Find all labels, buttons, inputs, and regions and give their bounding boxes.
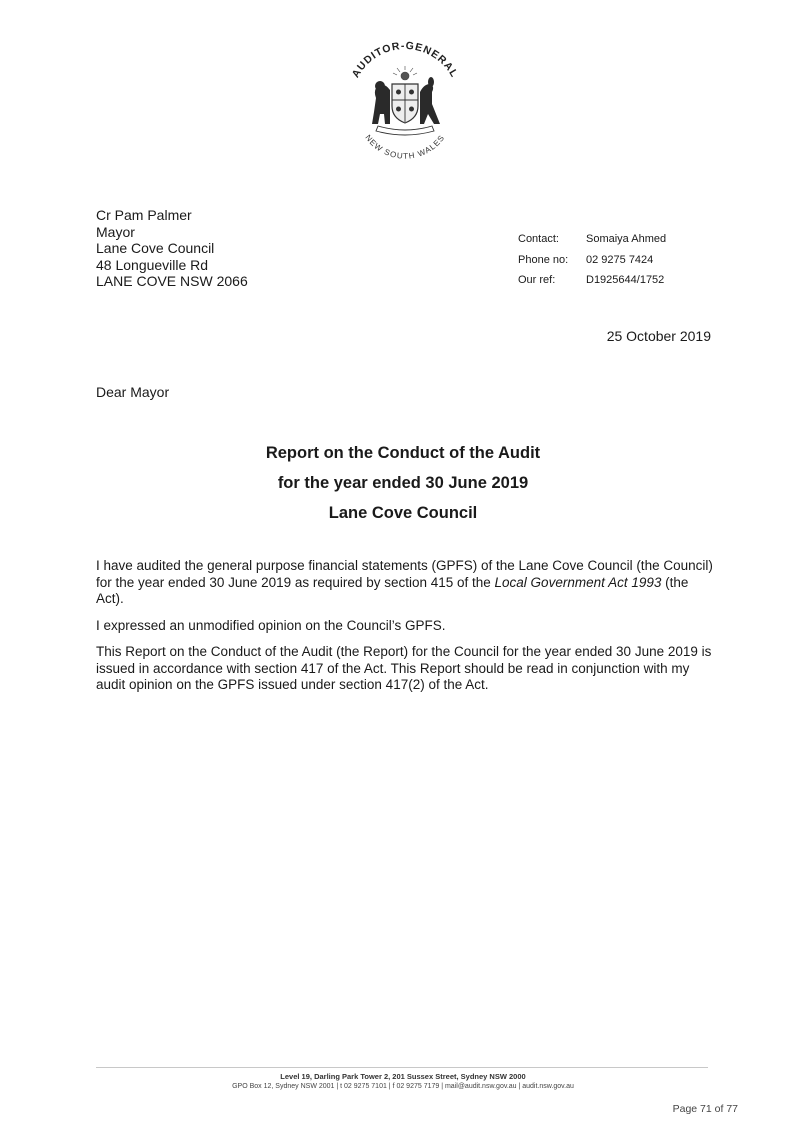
paragraph-1-end: (the Act).: [96, 574, 689, 606]
letter-date: 25 October 2019: [606, 328, 711, 344]
paragraph-1-text: I have audited the general purpose financial statements (GPFS) of the Lane Cove Council (the Council) for the year ended 30 June 2019 as required by section 415 of the: [96, 558, 713, 590]
title-line-2: for the year ended 30 June 2019: [277, 474, 529, 492]
phone-value: 02 9275 7424: [586, 253, 654, 266]
crest-seal-icon: [340, 40, 470, 180]
contact-row: [518, 229, 666, 250]
recipient-suburb: LANE COVE NSW 2066: [96, 273, 248, 289]
auditor-general-crest: [340, 40, 470, 180]
phone-row: [518, 250, 666, 271]
report-title: [0, 438, 806, 528]
reference-value: D1925644/1752: [586, 274, 665, 286]
recipient-organisation: Lane Cove Council: [96, 240, 215, 256]
recipient-street: 48 Longueville Rd: [96, 256, 209, 273]
recipient-name: Cr Pam Palmer: [96, 207, 192, 223]
title-line-3: Lane Cove Council: [328, 504, 478, 522]
reference-label: Our ref:: [518, 274, 556, 286]
page-number: Page 71 of 77: [672, 1103, 738, 1115]
recipient-address: [96, 207, 248, 290]
reference-row: [518, 270, 666, 291]
body-paragraph-3: This Report on the Conduct of the Audit (the Report) for the Council for the year ended 30 June 2019 is issued in accordance with section 417 of the Act. This Report should be read in conjunction with my audit opinion on the GPFS issued under section 417(2) of the Act.: [96, 644, 712, 692]
phone-label: Phone no:: [518, 253, 569, 266]
letter-body: [96, 558, 716, 704]
salutation: Dear Mayor: [96, 384, 170, 400]
footer-divider: [96, 1067, 708, 1068]
svg-text:AUDITOR-GENERAL: AUDITOR-GENERAL: [349, 40, 461, 80]
footer-contact-line: GPO Box 12, Sydney NSW 2001 | t 02 9275 7101 | f 02 9275 7179 | mail@audit.nsw.gov.au | audit.nsw.gov.au: [232, 1083, 574, 1090]
contact-value: Somaiya Ahmed: [586, 233, 667, 245]
title-line-1: Report on the Conduct of the Audit: [265, 444, 541, 462]
svg-text:NEW SOUTH WALES: NEW SOUTH WALES: [363, 133, 447, 161]
body-paragraph-1: [96, 558, 716, 608]
contact-label: Contact:: [518, 233, 559, 245]
contact-details: [518, 229, 666, 291]
recipient-title: Mayor: [96, 223, 135, 240]
footer-street-address: Level 19, Darling Park Tower 2, 201 Sussex Street, Sydney NSW 2000: [280, 1072, 526, 1081]
act-name: Local Government Act 1993: [494, 574, 662, 590]
body-paragraph-2: I expressed an unmodified opinion on the Council’s GPFS.: [96, 617, 446, 633]
